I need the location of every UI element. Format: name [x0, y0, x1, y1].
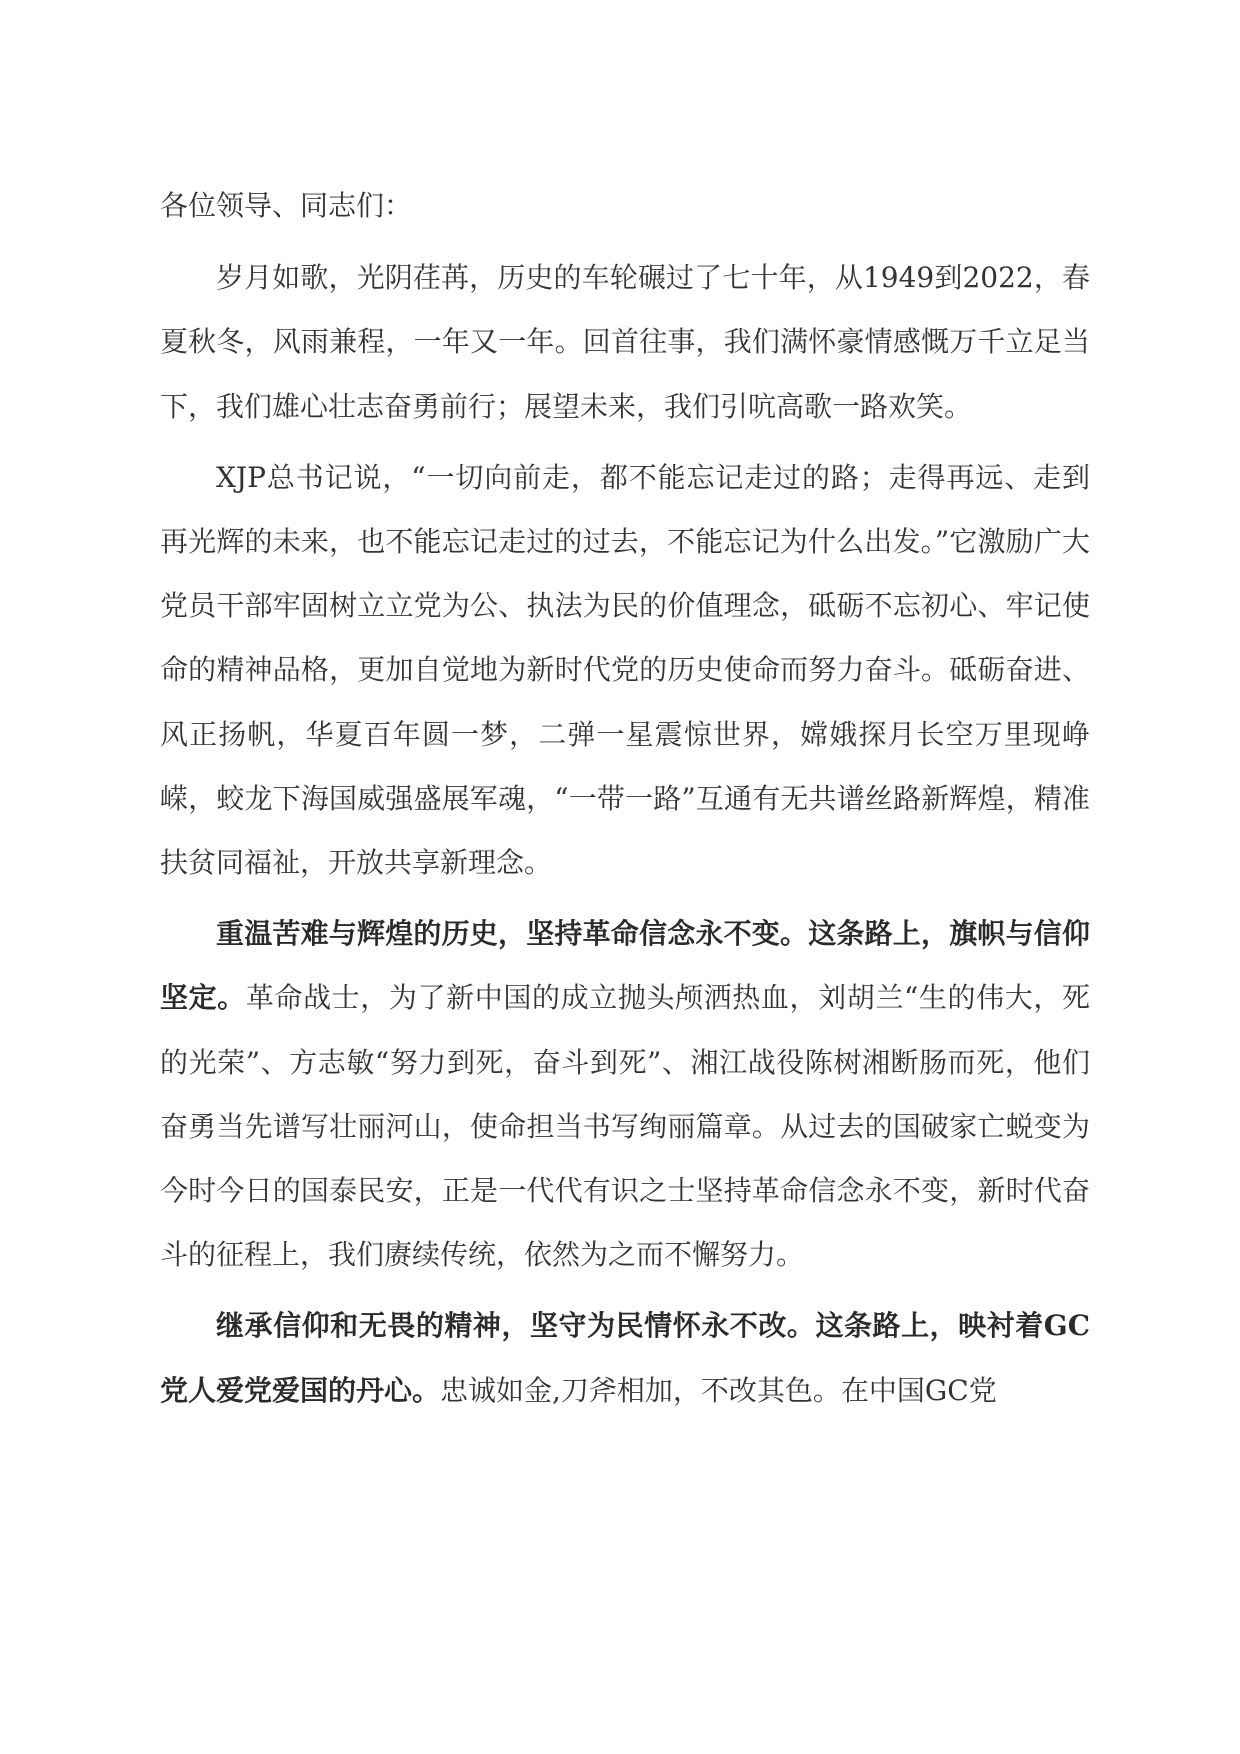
paragraph-4-text: 忠诚如金,刀斧相加，不改其色。在中国GC党 — [440, 1373, 997, 1407]
paragraph-2-text: XJP总书记说，“一切向前走，都不能忘记走过的路；走得再远、走到再光辉的未来，也不能忘记走过的过去，不能忘记为什么出发。”它激励广大党员干部牢固树立立党为公、执法为民的价值理念，砥砺不忘初心、牢记使命的精神品格，更加自觉地为新时代党的历史使命而努力奋斗。砥砺奋进、风正扬帆，华夏百年圆一梦，二弹一星震惊世界，嫦娥探月长空万里现峥嵘，蛟龙下海国威强盛展军魂，“一带一路”互通有无共谱丝路新辉煌，精准扶贫同福祉，开放共享新理念。 — [160, 460, 1090, 880]
document-body — [160, 174, 1090, 1430]
paragraph-3-text: 革命战士，为了新中国的成立抛头颅洒热血，刘胡兰“生的伟大，死的光荣”、方志敏“努力到死，奋斗到死”、湘江战役陈树湘断肠而死，他们奋勇当先谱写壮丽河山，使命担当书写绚丽篇章。从过去的国破家亡蜕变为今时今日的国泰民安，正是一代代有识之士坚持革命信念永不变，新时代奋斗的征程上，我们赓续传统，依然为之而不懈努力。 — [160, 981, 1090, 1272]
paragraph-2 — [160, 446, 1090, 895]
paragraph-4 — [160, 1294, 1090, 1422]
paragraph-3-bold-lead: 重温苦难与辉煌的历史，坚持革命信念永不变。这条路上，旗帜与信仰坚定。 — [160, 917, 1090, 1015]
paragraph-1-text: 岁月如歌，光阴荏苒，历史的车轮碾过了七十年，从1949到2022，春夏秋冬，风雨兼程，一年又一年。回首往事，我们满怀豪情感慨万千立足当下，我们雄心壮志奋勇前行；展望未来，我们引吭高歌一路欢笑。 — [160, 261, 1090, 423]
paragraph-4-bold-lead: 继承信仰和无畏的精神，坚守为民情怀永不改。这条路上，映衬着GC党人爱党爱国的丹心。 — [160, 1309, 1090, 1407]
paragraph-1 — [160, 246, 1090, 439]
paragraph-3 — [160, 902, 1090, 1287]
salutation: 各位领导、同志们： — [160, 189, 413, 222]
